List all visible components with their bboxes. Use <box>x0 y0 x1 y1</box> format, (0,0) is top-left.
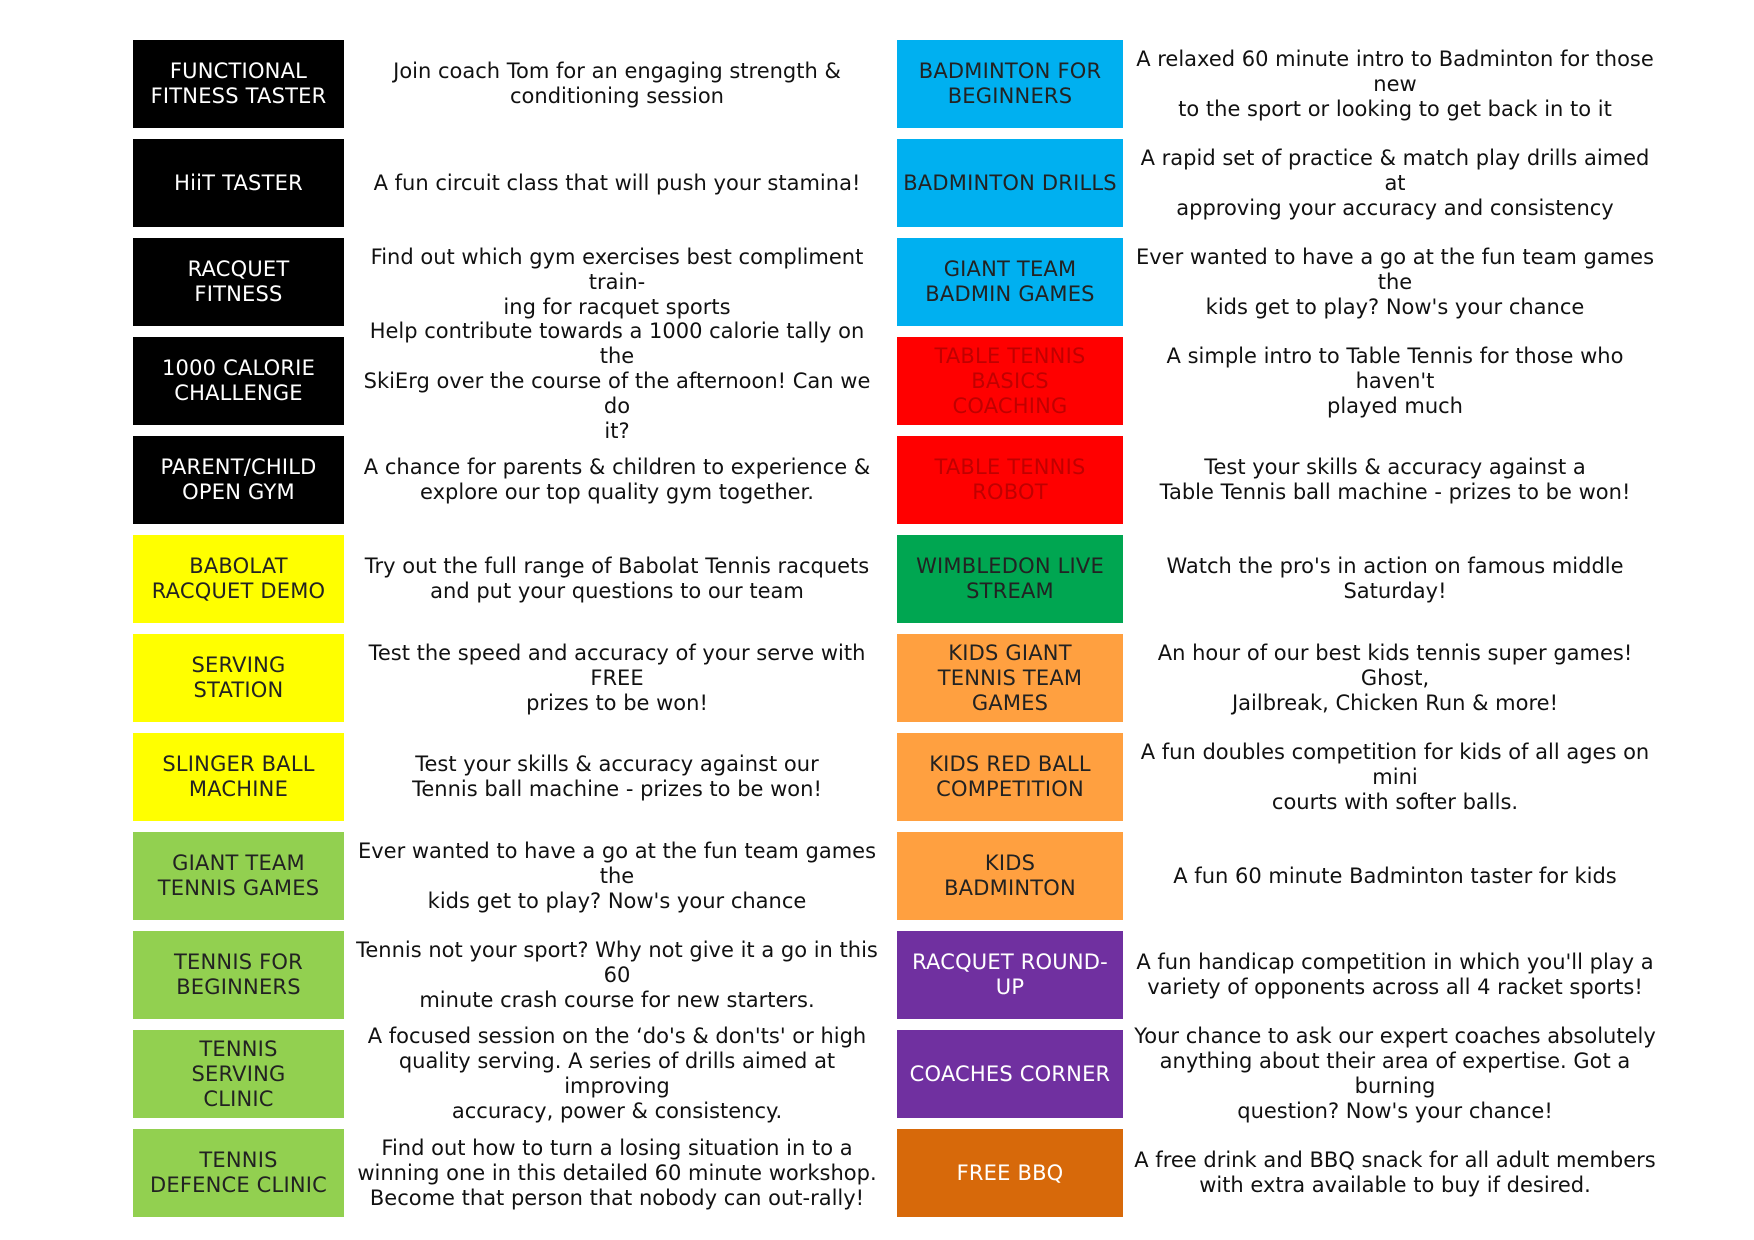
activity-row-racquet-fitness <box>133 238 890 326</box>
activity-description: A free drink and BBQ snack for all adult members with extra available to buy if desired. <box>1134 1148 1656 1197</box>
activity-label: RACQUET ROUND-UP <box>897 931 1123 1019</box>
activity-label: SERVING STATION <box>133 634 344 722</box>
activity-row-calorie-challenge <box>133 318 890 443</box>
activity-row-hiit <box>133 139 890 227</box>
activity-description: A chance for parents & children to experience & explore our top quality gym together. <box>363 455 871 504</box>
activity-description: Try out the full range of Babolat Tennis racquets and put your questions to our team <box>364 554 870 603</box>
activity-label: RACQUET FITNESS <box>133 238 344 326</box>
activity-label: GIANT TEAM BADMIN GAMES <box>897 238 1123 326</box>
activity-description: Ever wanted to have a go at the fun team games the kids get to play? Now's your chance <box>1135 244 1655 319</box>
activity-description: A relaxed 60 minute intro to Badminton for those new to the sport or looking to get back in to it <box>1136 46 1654 121</box>
activity-label: COACHES CORNER <box>897 1030 1123 1118</box>
activity-description: A rapid set of practice & match play drills aimed at approving your accuracy and consistency <box>1140 145 1650 220</box>
activity-row-slinger-ball <box>133 733 890 821</box>
activity-label: SLINGER BALL MACHINE <box>133 733 344 821</box>
activity-label: TENNIS DEFENCE CLINIC <box>133 1129 344 1217</box>
activity-row-serving-station <box>133 634 890 722</box>
activity-row-functional-fitness <box>133 40 890 128</box>
activity-row-parent-child-gym <box>133 436 890 524</box>
activities-right-column <box>897 40 1667 1228</box>
activities-left-column <box>133 40 890 1228</box>
activity-description: Join coach Tom for an engaging strength & conditioning session <box>393 59 841 108</box>
activity-label: WIMBLEDON LIVE STREAM <box>897 535 1123 623</box>
activity-description: Test your skills & accuracy against our Tennis ball machine - prizes to be won! <box>412 752 822 801</box>
activity-label: BADMINTON FOR BEGINNERS <box>897 40 1123 128</box>
activity-label: TABLE TENNIS BASICS COACHING <box>897 337 1123 425</box>
activity-description: A fun doubles competition for kids of all ages on mini courts with softer balls. <box>1140 739 1650 814</box>
activity-description: An hour of our best kids tennis super games! Ghost, Jailbreak, Chicken Run & more! <box>1157 640 1633 715</box>
activity-label: PARENT/CHILD OPEN GYM <box>133 436 344 524</box>
activity-row-kids-badminton <box>897 832 1667 920</box>
activity-label: GIANT TEAM TENNIS GAMES <box>133 832 344 920</box>
activity-row-table-tennis-basics <box>897 337 1667 425</box>
activity-row-serving-clinic <box>133 1024 890 1123</box>
activity-description: Ever wanted to have a go at the fun team games the kids get to play? Now's your chance <box>357 838 877 913</box>
activity-label: HiiT TASTER <box>133 139 344 227</box>
activity-label: FREE BBQ <box>897 1129 1123 1217</box>
activity-description: Test the speed and accuracy of your serve with FREE prizes to be won! <box>368 640 866 715</box>
activity-row-kids-red-ball <box>897 733 1667 821</box>
activity-row-badminton-beginners <box>897 40 1667 128</box>
activity-label: FUNCTIONAL FITNESS TASTER <box>133 40 344 128</box>
activity-label: TENNIS SERVING CLINIC <box>133 1030 344 1118</box>
activity-description: Find out which gym exercises best compliment train- ing for racquet sports <box>370 244 864 319</box>
activity-row-giant-badmin-games <box>897 238 1667 326</box>
activity-description: Find out how to turn a losing situation in to a winning one in this detailed 60 minute workshop. Become that person that nobody can out-rally! <box>357 1135 877 1210</box>
activity-label: BADMINTON DRILLS <box>897 139 1123 227</box>
activity-description: Your chance to ask our expert coaches absolutely anything about their area of expertise. Got a burning question? Now's your chance! <box>1134 1024 1656 1123</box>
activity-description: Test your skills & accuracy against a Table Tennis ball machine - prizes to be won! <box>1159 455 1631 504</box>
activity-row-racquet-round-up <box>897 931 1667 1019</box>
activity-row-badminton-drills <box>897 139 1667 227</box>
activity-row-free-bbq <box>897 1129 1667 1217</box>
activity-label: TABLE TENNIS ROBOT <box>897 436 1123 524</box>
activity-row-babolat-demo <box>133 535 890 623</box>
activity-description: Tennis not your sport? Why not give it a go in this 60 minute crash course for new starters. <box>356 937 878 1012</box>
activity-row-table-tennis-robot <box>897 436 1667 524</box>
activity-description: Watch the pro's in action on famous middle Saturday! <box>1166 554 1624 603</box>
activity-label: KIDS GIANT TENNIS TEAM GAMES <box>897 634 1123 722</box>
activity-label: 1000 CALORIE CHALLENGE <box>133 337 344 425</box>
activity-description: A fun 60 minute Badminton taster for kids <box>1173 863 1617 888</box>
activity-label: KIDS BADMINTON <box>897 832 1123 920</box>
activity-description: Help contribute towards a 1000 calorie tally on the SkiErg over the course of the afternoon! Can we do it? <box>363 318 871 443</box>
activity-description: A fun handicap competition in which you'll play a variety of opponents across all 4 racket sports! <box>1136 950 1654 999</box>
activity-description: A simple intro to Table Tennis for those who haven't played much <box>1166 343 1624 418</box>
activity-label: TENNIS FOR BEGINNERS <box>133 931 344 1019</box>
activity-row-coaches-corner <box>897 1024 1667 1123</box>
activity-description: A fun circuit class that will push your stamina! <box>373 170 861 195</box>
activity-label: KIDS RED BALL COMPETITION <box>897 733 1123 821</box>
activity-label: BABOLAT RACQUET DEMO <box>133 535 344 623</box>
activity-description: A focused session on the ‘do's & don'ts' or high quality serving. A series of drills aimed at improving accuracy, power & consistency. <box>367 1024 867 1123</box>
activity-row-tennis-beginners <box>133 931 890 1019</box>
activity-row-giant-team-tennis <box>133 832 890 920</box>
activity-row-kids-giant-tennis <box>897 634 1667 722</box>
activity-row-defence-clinic <box>133 1129 890 1217</box>
activity-row-wimbledon-stream <box>897 535 1667 623</box>
